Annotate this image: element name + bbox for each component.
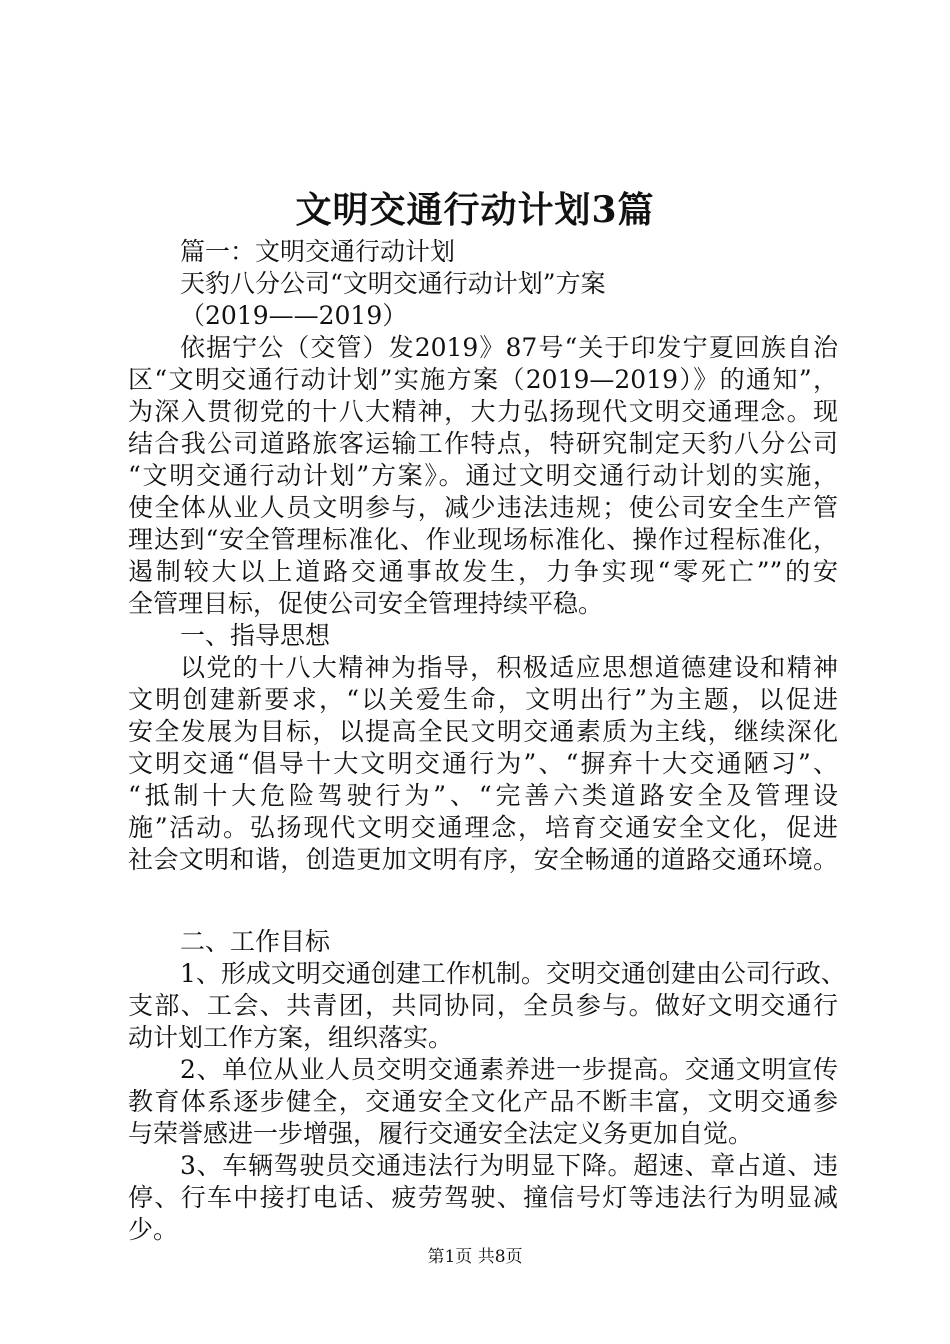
paragraph-line: 理达到“安全管理标准化、作业现场标准化、操作过程标准化，	[128, 525, 838, 554]
paragraph-line: 区“文明交通行动计划”实施方案（2019—2019）》的通知”，	[128, 365, 838, 394]
paragraph-line: “抵制十大危险驾驶行为”、“完善六类道路安全及管理设	[128, 781, 838, 810]
paragraph-line: 安全发展为目标，以提高全民文明交通素质为主线，继续深化	[128, 717, 838, 746]
section-heading: 二、工作目标	[180, 927, 331, 956]
paragraph-line: “文明交通行动计划”方案》。通过文明交通行动计划的实施，	[128, 461, 838, 490]
paragraph-line: 施”活动。弘扬现代文明交通理念，培育交通安全文化，促进	[128, 813, 838, 842]
paragraph-line: 3、车辆驾驶员交通违法行为明显下降。超速、章占道、违	[180, 1151, 838, 1180]
paragraph-line: 2、单位从业人员交明交通素养进一步提高。交通文明宣传	[180, 1055, 838, 1084]
paragraph-line: 动计划工作方案，组织落实。	[128, 1023, 454, 1052]
paragraph-line: 支部、工会、共青团，共同协同，全员参与。做好文明交通行	[128, 991, 838, 1020]
paragraph-line: 全管理目标，促使公司安全管理持续平稳。	[128, 589, 604, 618]
plan-name: 天豹八分公司“文明交通行动计划”方案	[180, 269, 606, 298]
paragraph-line: 依据宁公（交管）发2019》87号“关于印发宁夏回族自治	[180, 333, 838, 362]
page-footer: 第1页 共8页	[427, 1247, 523, 1267]
paragraph-line: 教育体系逐步健全，交通安全文化产品不断丰富，文明交通参	[128, 1087, 838, 1116]
paragraph-line: 社会文明和谐，创造更加文明有序，安全畅通的道路交通环境。	[128, 845, 838, 874]
paragraph-line: 少。	[128, 1215, 179, 1244]
paragraph-line: 结合我公司道路旅客运输工作特点，特研究制定天豹八分公司	[128, 429, 838, 458]
section-heading: 篇一：文明交通行动计划	[180, 237, 456, 266]
section-heading: 一、指导思想	[180, 621, 331, 650]
paragraph-line: 使全体从业人员文明参与，减少违法违规；使公司安全生产管	[128, 493, 838, 522]
paragraph-line: 以党的十八大精神为指导，积极适应思想道德建设和精神	[180, 653, 838, 682]
paragraph-line: 1、形成文明交通创建工作机制。交明交通创建由公司行政、	[180, 959, 846, 988]
paragraph-line: 文明创建新要求，“以关爱生命，文明出行”为主题，以促进	[128, 685, 838, 714]
paragraph-gap	[128, 876, 838, 926]
paragraph-line: 为深入贯彻党的十八大精神，大力弘扬现代文明交通理念。现	[128, 397, 838, 426]
document-body	[128, 236, 846, 1246]
paragraph-line: 遏制较大以上道路交通事故发生，力争实现“零死亡””的安	[128, 557, 838, 586]
paragraph-line: 停、行车中接打电话、疲劳驾驶、撞信号灯等违法行为明显减	[128, 1183, 838, 1212]
document-title: 文明交通行动计划3篇	[295, 189, 655, 231]
paragraph-line: 文明交通“倡导十大文明交通行为”、“摒弃十大交通陋习”、	[128, 749, 838, 778]
plan-period: （2019——2019）	[180, 301, 408, 330]
paragraph-line: 与荣誉感进一步增强，履行交通安全法定义务更加自觉。	[128, 1119, 754, 1148]
